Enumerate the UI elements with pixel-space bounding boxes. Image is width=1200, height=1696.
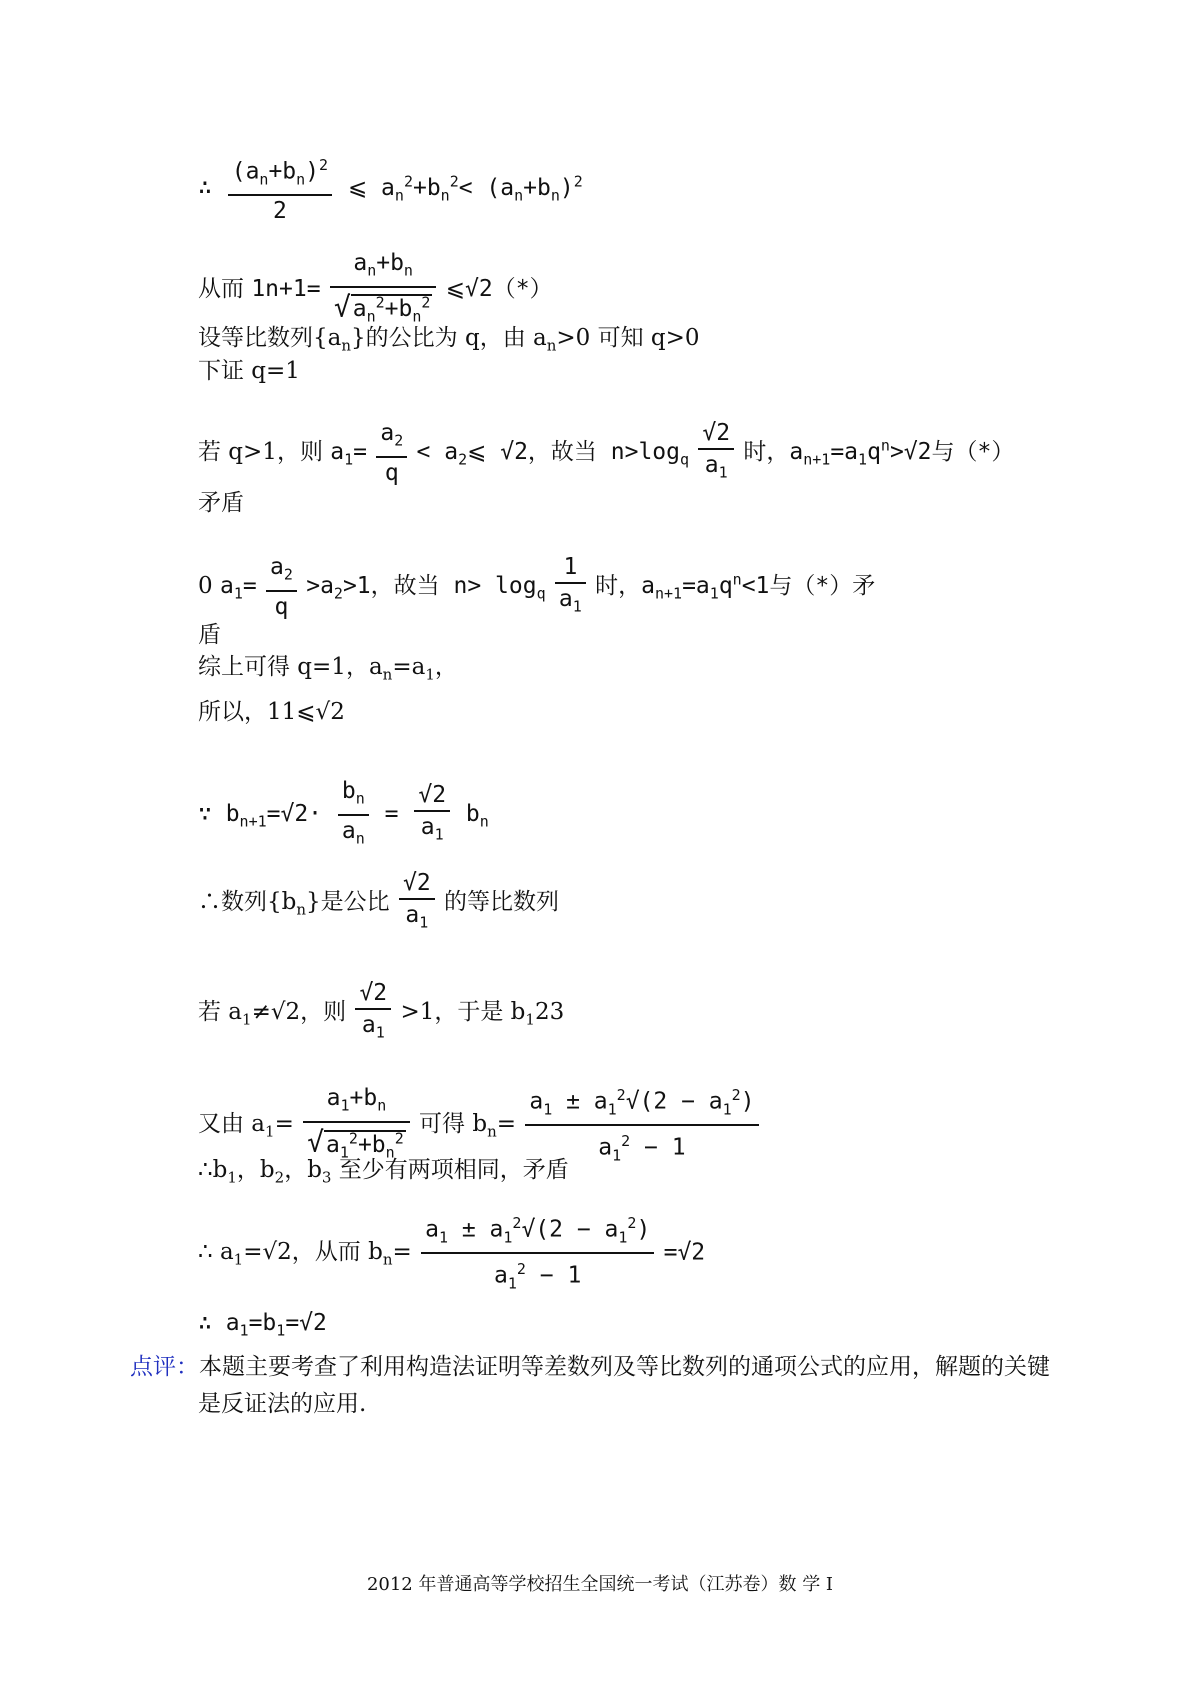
remark-text-2: 是反证法的应用. [198,1391,367,1417]
eq-geometric-ratio [198,868,559,938]
math-post: 时，$a_{n+1}=a_1q^n<1$与（*）矛 [595,570,876,603]
radical-body: $a_n^2+b_n^2$ [352,293,431,326]
text-pre: ∴数列$\{b_n\}$是公比 [198,888,390,919]
line-text: 设等比数列$\{a_n\}$的公比为 q，由 $a_n>0$ 可知 q>0 [198,325,700,355]
numerator: $a_2$ [376,418,407,458]
remark-label: 点评： [130,1354,199,1380]
line-text: 下证 q=1 [198,358,300,384]
math-mid: = [384,801,399,828]
fraction [228,150,332,226]
numerator: 1 [555,552,586,584]
therefore-symbol: ∴ [198,174,212,201]
math-post: 时，$a_{n+1}=a_1q^n>√2$与（*） [743,436,1015,469]
text-line-3 [198,323,700,361]
numerator: $b_n$ [338,776,369,816]
text-pre: 从而 [198,275,244,302]
denominator: $a_1$ [558,586,582,616]
radical-body: $a_1^2+b_n^2$ [326,1128,404,1162]
denominator: $√a_1^2+b_n^2$ [307,1125,404,1162]
denominator: $a_1^2 - 1$ [598,1132,686,1165]
math-a1: $a_1=$ [330,438,368,469]
inequality-rest: ⩽ $a_n^2+b_n^2< (a_n+b_n)^2$ [347,171,583,205]
fraction [698,418,734,488]
numerator: $(a_n+b_n)^2$ [228,150,332,196]
denominator: $a_1^2 - 1$ [494,1260,582,1293]
denominator: $a_1$ [704,452,728,482]
math-post: ⩽√2（*） [445,275,553,302]
numerator: $a_2$ [266,552,297,592]
numerator: √2 [399,868,435,900]
denominator: 2 [272,198,287,225]
text-pre: 若 $a_1\ne√2$，则 [198,998,347,1029]
numerator: $a_1 \pm a_1^2√(2 - a_1^2)$ [525,1080,758,1126]
denominator: $√a_n^2+b_n^2$ [333,290,431,326]
eq-conclusion-bn [198,1208,705,1299]
text-post: >1，于是 $b_123$ [400,998,565,1029]
math-mid: < $a_2⩽$ √2，故当 $n>\log_q$ [416,438,690,469]
text-line-6 [198,488,244,518]
fraction [555,552,586,622]
fraction [421,1208,654,1299]
numerator: √2 [355,978,391,1010]
eq-final [198,1308,327,1346]
math-a1: $a_1=$ [219,572,257,603]
denominator: q [274,593,289,620]
remark-text-1: 本题主要考查了利用构造法证明等差数列及等比数列的通项公式的应用，解题的关键 [199,1354,1050,1380]
denominator: $a_1$ [405,902,429,932]
line-text: 所以，11⩽√2 [198,699,345,725]
math-post: =√2 [663,1239,706,1266]
eq-inequality-1 [198,150,583,226]
text-pre: 0 [198,572,213,599]
text-mid: 可得 $b_n=$ [419,1111,517,1141]
text-line-4 [198,356,300,386]
eq-case-q-gt-1 [198,418,1014,488]
text-line-8 [198,620,221,650]
text-post: 的等比数列 [444,888,559,915]
text-pre: 若 q>1，则 [198,438,323,465]
remark-line-1 [130,1352,1050,1382]
math-mid: $>a_2>1$，故当 $n> \log_q$ [306,572,546,603]
denominator: $a_1$ [420,813,444,844]
remark-line-2 [198,1389,366,1419]
fraction [399,868,435,938]
numerator: √2 [414,780,450,812]
numerator: $a_1 \pm a_1^2√(2 - a_1^2)$ [421,1208,654,1254]
math-pre: ∵ $b_{n+1}=√2\cdot$ [198,801,323,831]
line-text: $\therefore b_1$，$b_2$，$b_3$ 至少有两项相同，矛盾 [198,1157,569,1187]
text-line-9 [198,652,458,690]
eq-bound-star [198,248,553,332]
numerator: √2 [698,418,734,450]
denominator: $a_n$ [341,817,365,848]
line-text: 矛盾 [198,490,244,516]
fraction [338,776,369,853]
math-post: $b_n$ [465,801,489,831]
fraction [330,248,437,332]
denominator: q [384,459,399,486]
eq-case-q-lt-1 [198,552,875,622]
denominator: $a_1$ [361,1012,385,1042]
line-text: 盾 [198,622,221,648]
text-line-15 [198,1155,569,1193]
text-line-10 [198,697,345,727]
text-pre: ∴ $a_1=√2$，从而 $b_n=$ [198,1239,412,1269]
numerator: $a_1+b_n$ [303,1083,410,1123]
fraction [355,978,391,1048]
eq-b-recurrence [198,776,489,853]
eq-case-a1-neq [198,978,564,1048]
numerator: $a_n+b_n$ [330,248,437,288]
fraction [414,780,450,850]
line-text: ∴ $a_1=b_1=√2$ [198,1310,327,1340]
fraction [376,418,407,488]
line-text: 综上可得 q=1，$a_n=a_1$， [198,654,458,684]
math-mid: 1n+1= [251,275,321,302]
text-pre: 又由 $a_1=$ [198,1111,294,1141]
fraction [266,552,297,622]
page-footer: 2012 年普通高等学校招生全国统一考试（江苏卷）数 学 I [366,1574,834,1595]
